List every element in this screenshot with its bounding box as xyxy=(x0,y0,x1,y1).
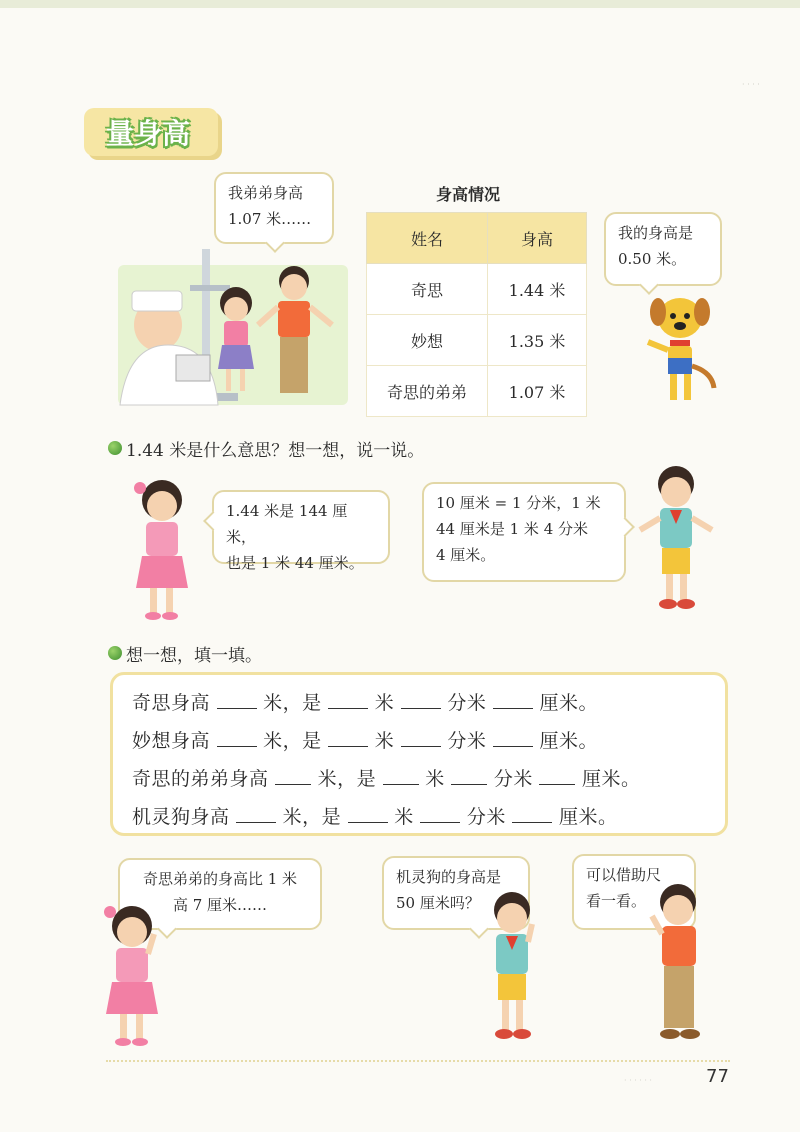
bubble-line: 1.44 米是 144 厘米， xyxy=(226,502,348,546)
table-row xyxy=(367,366,587,417)
bubble-line: 0.50 米。 xyxy=(618,250,687,268)
table-cell-name: 奇思的弟弟 xyxy=(367,366,488,417)
answer-blank[interactable] xyxy=(217,728,257,747)
height-table xyxy=(366,212,587,417)
table-header-name: 姓名 xyxy=(367,213,488,264)
fill-row xyxy=(132,764,640,791)
measuring-scene-illustration xyxy=(118,245,348,405)
table-cell-height: 1.07 米 xyxy=(488,366,587,417)
bubble-line: 50 厘米吗？ xyxy=(396,894,480,912)
table-row xyxy=(367,264,587,315)
page-top-edge xyxy=(0,0,800,8)
answer-blank[interactable] xyxy=(493,728,533,747)
boy-thinking-illustration xyxy=(478,890,548,1044)
fill-row-text: 米，是 xyxy=(282,806,342,828)
bubble-line: 机灵狗的身高是 xyxy=(396,868,502,886)
girl-thinking-illustration xyxy=(96,902,172,1050)
question-1-text: 1.44 米是什么意思？想一想，说一说。 xyxy=(126,441,425,461)
fill-row-text: 厘米。 xyxy=(558,806,618,828)
answer-blank[interactable] xyxy=(328,690,368,709)
bubble-line: 44 厘米是 1 米 4 分米 xyxy=(436,520,589,538)
table-header-height: 身高 xyxy=(488,213,587,264)
girl-illustration xyxy=(126,476,200,624)
answer-blank[interactable] xyxy=(328,728,368,747)
question-2-text: 想一想，填一填。 xyxy=(126,646,262,666)
fill-row-text: 厘米。 xyxy=(539,730,598,752)
answer-blank[interactable] xyxy=(275,766,311,785)
page-title: 量身高 xyxy=(106,117,191,150)
answer-blank[interactable] xyxy=(383,766,419,785)
bubble-line: 高 7 厘米…… xyxy=(172,896,268,914)
fill-row-text: 分米 xyxy=(466,806,506,828)
footer-note: · · · · · · xyxy=(624,1076,652,1085)
bubble-line: 4 厘米。 xyxy=(436,546,496,564)
table-cell-height: 1.35 米 xyxy=(488,315,587,366)
table-cell-name: 奇思 xyxy=(367,264,488,315)
boy-illustration xyxy=(634,464,718,614)
fill-row-text: 厘米。 xyxy=(581,768,641,790)
answer-blank[interactable] xyxy=(401,728,441,747)
fill-row-subject: 妙想身高 xyxy=(132,730,211,752)
answer-blank[interactable] xyxy=(401,690,441,709)
dog-illustration xyxy=(640,292,720,408)
fill-row-text: 分米 xyxy=(447,692,487,714)
fill-row-subject: 机灵狗身高 xyxy=(132,806,230,828)
answer-blank[interactable] xyxy=(236,804,276,823)
table-title: 身高情况 xyxy=(436,185,501,204)
fill-row-text: 厘米。 xyxy=(539,692,598,714)
green-bullet-icon xyxy=(108,441,122,455)
fill-row-text: 分米 xyxy=(447,730,487,752)
corner-mark: · · · · xyxy=(742,80,760,89)
boy-suggest-illustration xyxy=(640,882,716,1046)
fill-row xyxy=(132,802,617,829)
bubble-line: 我的身高是 xyxy=(618,224,694,242)
bubble-line: 1.07 米…… xyxy=(228,210,312,228)
fill-row-text: 米，是 xyxy=(263,730,322,752)
answer-blank[interactable] xyxy=(420,804,460,823)
page-number: 77 xyxy=(706,1066,729,1087)
table-cell-height: 1.44 米 xyxy=(488,264,587,315)
fill-row-text: 米 xyxy=(425,768,445,790)
answer-blank[interactable] xyxy=(451,766,487,785)
bubble-line: 看一看。 xyxy=(586,892,647,910)
answer-blank[interactable] xyxy=(493,690,533,709)
fill-row xyxy=(132,726,598,753)
bubble-line: 可以借助尺 xyxy=(586,866,662,884)
bubble-line: 10 厘米 = 1 分米，1 米 xyxy=(436,494,601,512)
bubble-line: 奇思弟弟的身高比 1 米 xyxy=(142,870,298,888)
fill-row-text: 分米 xyxy=(493,768,533,790)
answer-blank[interactable] xyxy=(539,766,575,785)
fill-row-text: 米 xyxy=(374,692,395,714)
speech-bubble-dog-height xyxy=(604,212,722,286)
fill-row-subject: 奇思身高 xyxy=(132,692,211,714)
footer-divider xyxy=(106,1060,730,1062)
fill-row xyxy=(132,688,598,715)
green-bullet-icon xyxy=(108,646,122,660)
fill-row-text: 米，是 xyxy=(317,768,377,790)
answer-blank[interactable] xyxy=(217,690,257,709)
fill-row-text: 米 xyxy=(394,806,414,828)
bubble-line: 也是 1 米 44 厘米。 xyxy=(226,554,364,572)
table-cell-name: 妙想 xyxy=(367,315,488,366)
answer-blank[interactable] xyxy=(348,804,388,823)
speech-bubble-boy-explain xyxy=(422,482,626,582)
speech-bubble-girl-explain xyxy=(212,490,390,572)
fill-row-text: 米 xyxy=(374,730,395,752)
table-row xyxy=(367,315,587,366)
bubble-line: 我弟弟身高 xyxy=(228,184,304,202)
fill-row-subject: 奇思的弟弟身高 xyxy=(132,768,269,790)
fill-row-text: 米，是 xyxy=(263,692,322,714)
answer-blank[interactable] xyxy=(512,804,552,823)
